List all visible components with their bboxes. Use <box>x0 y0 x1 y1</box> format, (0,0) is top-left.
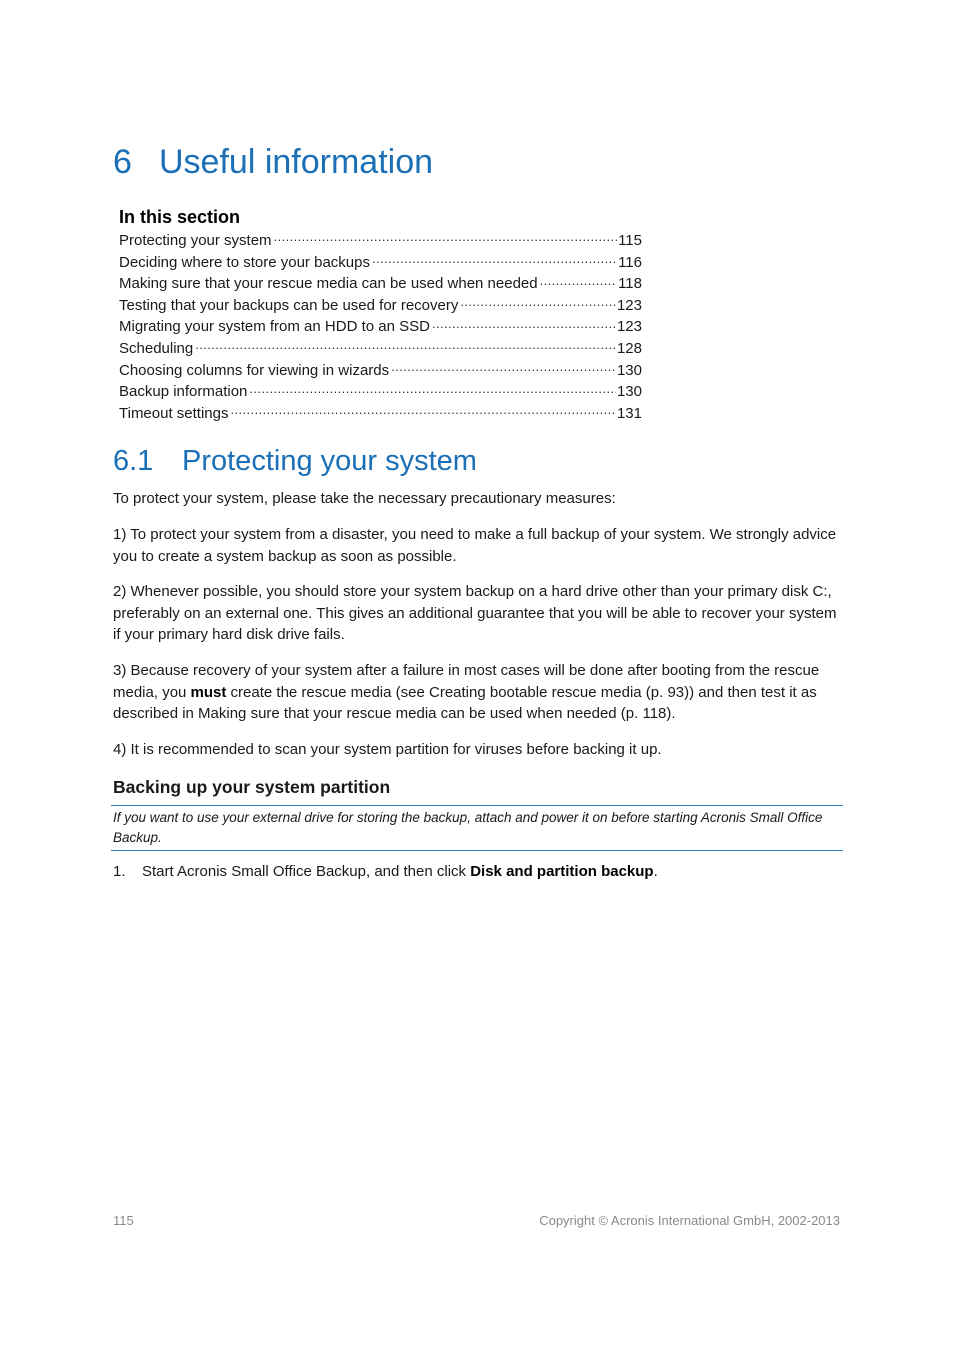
chapter-number: 6 <box>113 143 132 181</box>
note-box <box>111 805 843 851</box>
paragraph-2: 2) Whenever possible, you should store your system backup on a hard drive other than your primary disk C:, preferably on an external one. This gives an additional guarantee that you will be able to recover your system if your primary hard disk drive fails. <box>113 583 837 644</box>
step-emphasis: Disk and partition backup <box>470 863 654 880</box>
toc-item[interactable] <box>119 252 642 274</box>
toc-item[interactable] <box>119 316 642 338</box>
table-of-contents <box>119 205 642 424</box>
toc-leader-dots <box>249 382 616 396</box>
toc-leader-dots <box>391 361 616 375</box>
toc-item-label: Protecting your system <box>119 232 272 249</box>
toc-item-page: 130 <box>616 383 642 401</box>
toc-item-page: 130 <box>616 361 642 379</box>
toc-item-page: 123 <box>616 318 642 336</box>
toc-item-label: Migrating your system from an HDD to an SSD <box>119 318 430 336</box>
chapter-title-text: Useful information <box>159 143 434 181</box>
toc-leader-dots <box>195 339 616 353</box>
chapter-title <box>113 140 433 184</box>
toc-heading: In this section <box>119 207 241 227</box>
step-1 <box>113 861 658 883</box>
toc-leader-dots <box>432 317 616 331</box>
toc-item-label: Testing that your backups can be used for recovery <box>119 296 459 314</box>
note-text: If you want to use your external drive for storing the backup, attach and power it on before starting Acronis Small Office Backup. <box>113 810 823 845</box>
toc-item-label: Scheduling <box>119 339 194 357</box>
toc-item-page: 123 <box>616 296 642 314</box>
toc-item-label: Timeout settings <box>119 404 229 422</box>
toc-item[interactable] <box>119 295 642 317</box>
toc-leader-dots <box>231 404 616 418</box>
step-text-start: Start Acronis Small Office Backup, and then click <box>142 863 471 880</box>
step-text-end: . <box>653 863 658 880</box>
paragraph-3-emphasis: must <box>190 683 227 701</box>
paragraph-3 <box>113 660 843 725</box>
toc-item-label: Deciding where to store your backups <box>119 253 370 271</box>
toc-item-label: Making sure that your rescue media can be used when needed <box>119 275 538 293</box>
section-number: 6.1 <box>113 445 154 477</box>
footer-page-number: 115 <box>113 1213 134 1228</box>
section-title-text: Protecting your system <box>182 445 477 477</box>
toc-item[interactable] <box>119 230 642 252</box>
section-title <box>113 442 477 480</box>
toc-item-page: 131 <box>616 404 642 422</box>
toc-item-page: 116 <box>618 253 642 271</box>
toc-item[interactable] <box>119 381 642 403</box>
toc-item[interactable] <box>119 360 642 382</box>
paragraph-4: 4) It is recommended to scan your system partition for viruses before backing it up. <box>113 741 662 758</box>
toc-item-label: Choosing columns for viewing in wizards <box>119 361 390 379</box>
toc-item-page: 115 <box>618 232 642 249</box>
toc-item-page: 118 <box>618 275 642 293</box>
toc-leader-dots <box>460 296 616 310</box>
intro-paragraph: To protect your system, please take the necessary precautionary measures: <box>113 490 616 507</box>
paragraph-3-text-start: 3) Because recovery of your system after a failure in most cases will be done after booting from the rescue media, you <box>113 662 820 701</box>
toc-leader-dots <box>372 253 617 267</box>
subsection-heading: Backing up your system partition <box>113 777 391 797</box>
toc-item-page: 128 <box>616 339 642 357</box>
toc-item[interactable] <box>119 403 642 425</box>
paragraph-1: 1) To protect your system from a disaster, you need to make a full backup of your system. We strongly advice you to create a system backup as soon as possible. <box>113 526 837 565</box>
toc-leader-dots <box>540 274 617 288</box>
footer-copyright: Copyright © Acronis International GmbH, 2002-2013 <box>539 1213 840 1228</box>
toc-item[interactable] <box>119 338 642 360</box>
toc-list <box>119 230 642 424</box>
toc-leader-dots <box>274 231 618 245</box>
toc-item-label: Backup information <box>119 383 248 401</box>
step-number: 1. <box>113 863 126 880</box>
toc-item[interactable] <box>119 273 642 295</box>
paragraph-3-text-end: create the rescue media (see Creating bootable rescue media (p. 93)) and then test it as described in Making sure that your rescue media can be used when needed (p. 118). <box>113 683 817 723</box>
